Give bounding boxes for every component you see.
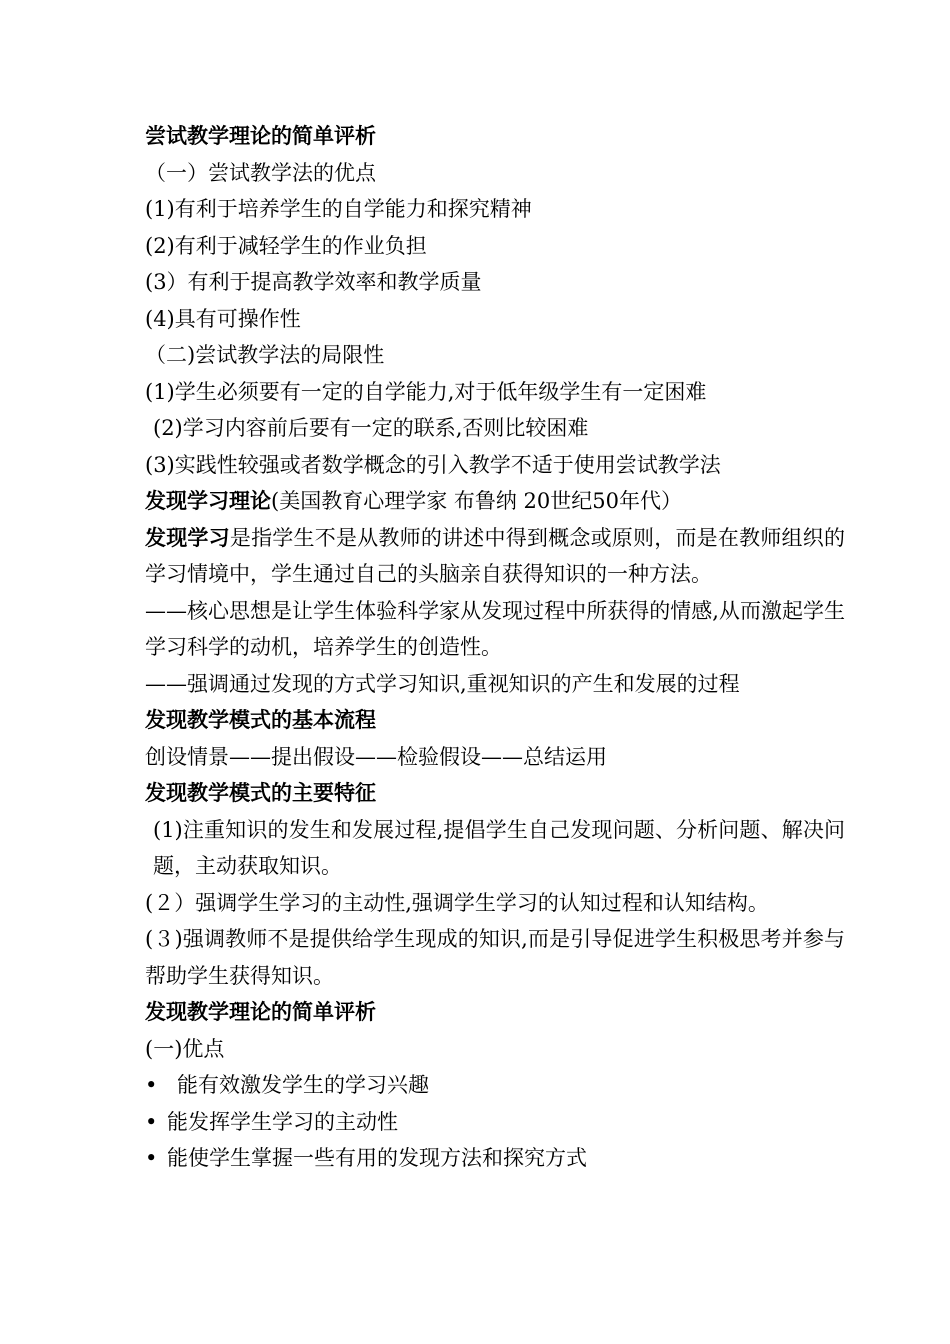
heading-note: (美国教育心理学家 布鲁纳 20世纪50年代） xyxy=(271,489,682,513)
document-page xyxy=(145,118,845,1177)
list-item: (2)有利于减轻学生的作业负担 xyxy=(145,233,427,258)
bullet-icon: • xyxy=(145,1073,158,1097)
section-heading-discovery-evaluation: 发现教学理论的简单评析 xyxy=(145,1000,376,1024)
definition-paragraph xyxy=(145,520,845,593)
core-idea-paragraph: ——核心思想是让学生体验科学家从发现过程中所获得的情感,从而激起学生学习科学的动机，培养学生的创造性。 xyxy=(145,598,845,659)
definition-term: 发现学习 xyxy=(145,525,230,550)
flow-line: 创设情景——提出假设——检验假设——总结运用 xyxy=(145,744,607,769)
bullet-text: 能发挥学生学习的主动性 xyxy=(167,1109,398,1134)
subheading-discovery-advantages: (一)优点 xyxy=(145,1036,225,1061)
feature-paragraph: (1)注重知识的发生和发展过程,提倡学生自己发现问题、分析问题、解决问题，主动获取知识。 xyxy=(153,817,845,878)
bullet-text: 能使学生掌握一些有用的发现方法和探究方式 xyxy=(167,1146,587,1170)
emphasis-line: ——强调通过发现的方式学习知识,重视知识的产生和发展的过程 xyxy=(145,671,740,696)
bullet-item xyxy=(145,1140,845,1177)
subheading-trial-limitations: （二)尝试教学法的局限性 xyxy=(145,343,385,367)
section-heading-main-features: 发现教学模式的主要特征 xyxy=(145,781,376,805)
bullet-item xyxy=(145,1067,845,1104)
list-item: (3)实践性较强或者数学概念的引入教学不适于使用尝试教学法 xyxy=(145,452,721,477)
bullet-item xyxy=(145,1104,845,1141)
list-item: (2)学习内容前后要有一定的联系,否则比较困难 xyxy=(153,416,589,440)
list-item: (1)学生必须要有一定的自学能力,对于低年级学生有一定困难 xyxy=(145,379,707,404)
list-item: (1)有利于培养学生的自学能力和探究精神 xyxy=(145,197,532,221)
section-heading-discovery-theory: 发现学习理论 xyxy=(145,489,271,513)
subheading-trial-advantages: （一）尝试教学法的优点 xyxy=(145,160,376,185)
section-heading-trial-evaluation: 尝试教学理论的简单评析 xyxy=(145,124,376,148)
section-heading-basic-flow: 发现教学模式的基本流程 xyxy=(145,708,376,732)
discovery-theory-heading-line xyxy=(145,483,845,520)
bullet-text: 能有效激发学生的学习兴趣 xyxy=(177,1073,429,1097)
feature-paragraph: (２）强调学生学习的主动性,强调学生学习的认知过程和认知结构。 xyxy=(145,890,769,915)
list-item: (4)具有可操作性 xyxy=(145,306,301,331)
bullet-icon: • xyxy=(145,1146,158,1170)
feature-paragraph: (３)强调教师不是提供给学生现成的知识,而是引导促进学生积极思考并参与帮助学生获得知识。 xyxy=(145,927,845,988)
definition-text: 是指学生不是从教师的讲述中得到概念或原则，而是在教师组织的学习情境中，学生通过自己的头脑亲自获得知识的一种方法。 xyxy=(145,525,845,586)
bullet-icon: • xyxy=(145,1109,158,1134)
list-item: (3）有利于提高教学效率和教学质量 xyxy=(145,270,482,294)
